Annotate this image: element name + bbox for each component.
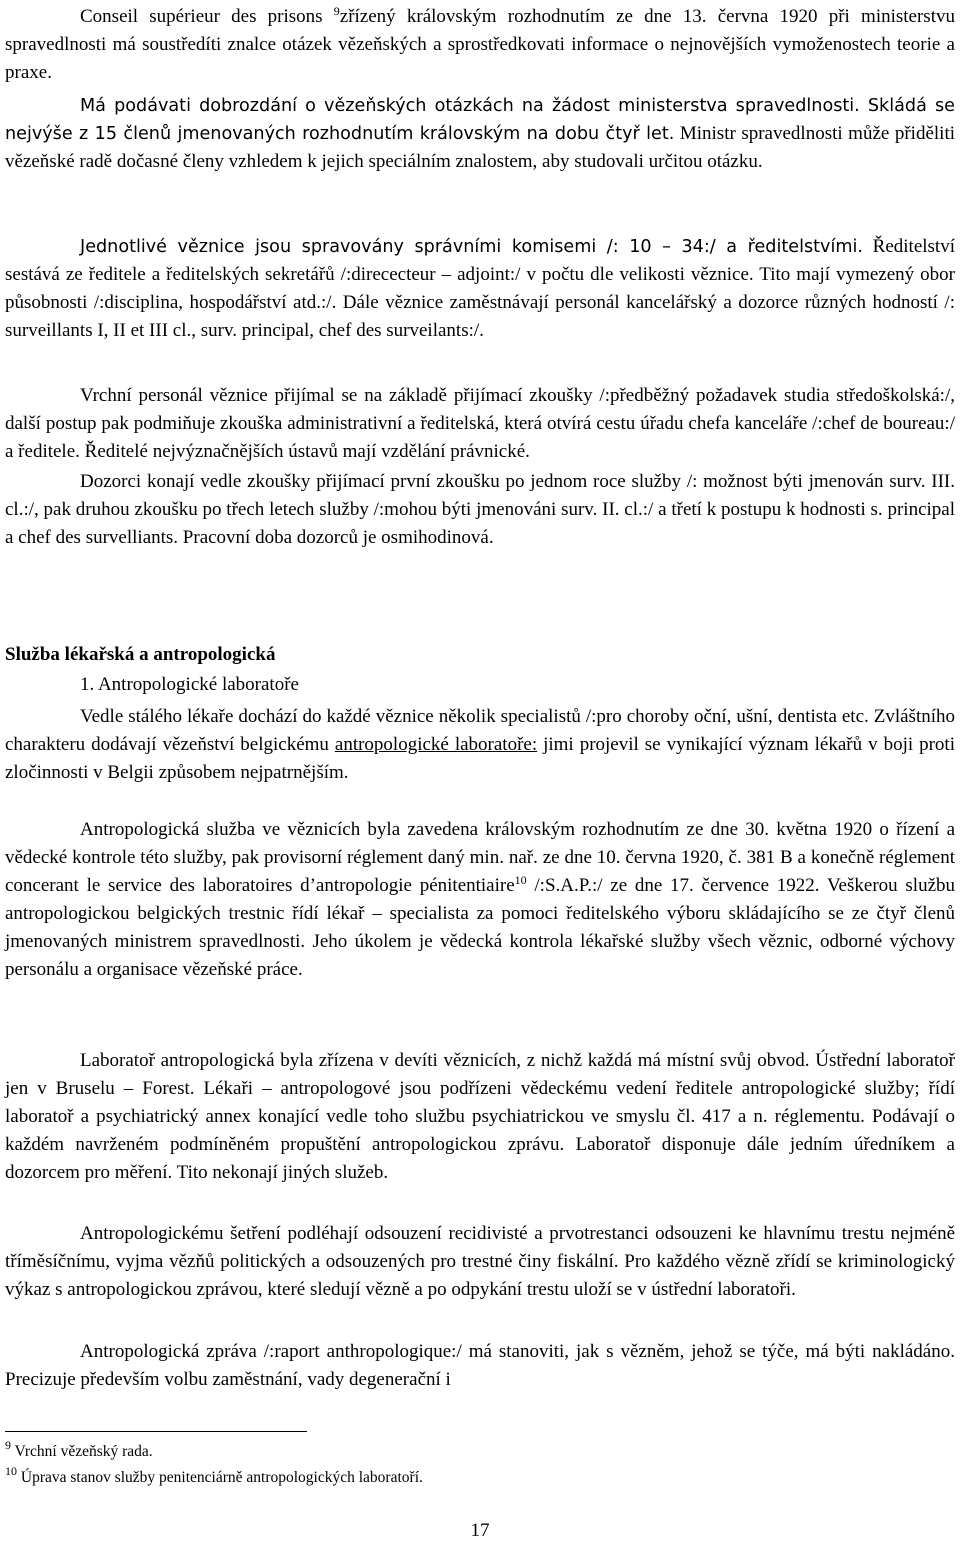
paragraph-conseil: Conseil supérieur des prisons $^9$zřízený královským rozhodnutím ze dne 13. června 1920 při ministerstvu spravedlnosti má soustředíti znalce otázek vězeňských a sprostředkovati informace o nejnovějších vymoženostech teorie a praxe. <box>5 4 955 84</box>
footnote-9: $^9$ Vrchní vězeňský rada. <box>5 1438 153 1460</box>
footnote-10: $^{10}$ Úprava stanov služby penitenciárně antropologických laboratoří. <box>5 1464 423 1486</box>
footnote-ref-10: 10 <box>514 873 527 888</box>
footnote-ref-9: 9 <box>333 4 340 18</box>
paragraph-investigation: Antropologickému šetření podléhají odsouzení recidivisté a prvotrestanci odsouzeni ke hlavnímu trestu nejméně tříměsíčnímu, vyjma vězňů politických a odsouzených pro trestné činy fiskální. Pro každého vězně zřídí se kriminologický výkaz s antropologickou zprávou, které sledují vězně a po odpykání trestu uloží se v ústřední laboratoři. <box>5 1223 955 1301</box>
paragraph-anthropological-service: Antropologická služba ve věznicích byla zavedena královským rozhodnutím ze dne 30. května 1920 o řízení a vědecké kontrole této služby, pak provisorní réglement daný min. nař. ze dne 10. června 1920, č. 381 B a konečně réglement concerant le service des laboratoires d’antropologie pénitentiaire$^{10}$ /:S.A.P.:/ ze dne 17. července 1922. Veškerou službu antropologickou belgických trestnic řídí lékař – specialista za pomoci ředitelského výboru skládajícího se ze čtyř členů jmenovaných ministrem spravedlnosti. Jeho úkolem je vědecká kontrola lékařské služby všech věznic, odborné výchovy personálu a organisace vězeňské práce. <box>5 819 956 981</box>
paragraph-guards: Dozorci konají vedle zkoušky přijímací první zkoušku po jednom roce služby /: možnost býti jmenován surv. III. cl.:/, pak druhou zkoušku po třech letech služby /:mohou býti jmenováni surv. II. cl.:/ a třetí k postupu k hodnosti s. principal a chef des survelliants. Pracovní doba dozorců je osmihodinová. <box>5 471 955 549</box>
page-number: 17 <box>470 1520 490 1541</box>
paragraph-administration: Jednotlivé věznice jsou spravovány správními komisemi /: 10 – 34:/ a ředitelstvími. Ředitelství sestává ze ředitele a ředitelských sekretářů /:dirececteur – adjoint:/ v počtu dle velikosti věznice. Tito mají vymezený obor působnosti /:disciplina, hospodářství atd.:/. Dále věznice zaměstnávají personál kancelářský a dozorce různých hodností /: surveillants I, II et III cl., surv. principal, chef des surveilants:/. <box>5 236 955 342</box>
paragraph-laboratories: Laboratoř antropologická byla zřízena v devíti věznicích, z nichž každá má místní svůj obvod. Ústřední laboratoř jen v Bruselu – Forest. Lékaři – antropologové jsou podřízeni vědeckému vedení ředitele antropologické služby; řídí laboratoř a psychiatrický annex konající vedle toho službu psychiatrickou ve smyslu čl. 417 a n. réglementu. Podávají o každém navrženém podmíněném propuštění antropologickou zprávu. Laboratoř disponuje dále jedním úředníkem a dozorcem pro měření. Tito nekonají jiných služeb. <box>5 1050 955 1184</box>
paragraph-report: Antropologická zpráva /:raport anthropologique:/ má stanoviti, jak s vězněm, jehož se týče, má býti nakládáno. Precizuje především volbu zaměstnání, vady degenerační i <box>5 1341 955 1391</box>
paragraph-specialists: Vedle stálého lékaře dochází do každé věznice několik specialistů /:pro choroby oční, ušní, dentista etc. Zvláštního charakteru dodávají vězeňství belgickému antropologické laboratoře: jimi projevil se vynikající význam lékařů v boji proti zločinnosti v Belgii způsobem nejpatrnějším. <box>5 706 955 784</box>
footnote-separator <box>5 1431 307 1432</box>
paragraph-advisory-role: Má podávati dobrozdání o vězeňských otázkách na žádost ministerstva spravedlnosti. Skládá se nejvýše z 15 členů jmenovaných rozhodnutím královským na dobu čtyř let. Ministr spravedlnosti může přiděliti vězeňské radě dočasné členy vzhledem k jejich speciálním znalostem, aby studovali určitou otázku. <box>5 96 955 173</box>
section-heading: Služba lékařská a antropologická <box>5 644 276 665</box>
subsection-heading: 1. Antropologické laboratoře <box>80 674 299 695</box>
paragraph-senior-staff: Vrchní personál věznice přijímal se na základě přijímací zkoušky /:předběžný požadavek studia středoškolská:/, další postup pak podmiňuje zkouška administrativní a ředitelská, která otvírá cestu úřadu chefa kanceláře /:chef de boureau:/ a ředitele. Ředitelé nejvýznačnějších ústavů mají vzdělání právnické. <box>5 385 955 463</box>
underlined-term: antropologické laboratoře: <box>334 734 538 756</box>
